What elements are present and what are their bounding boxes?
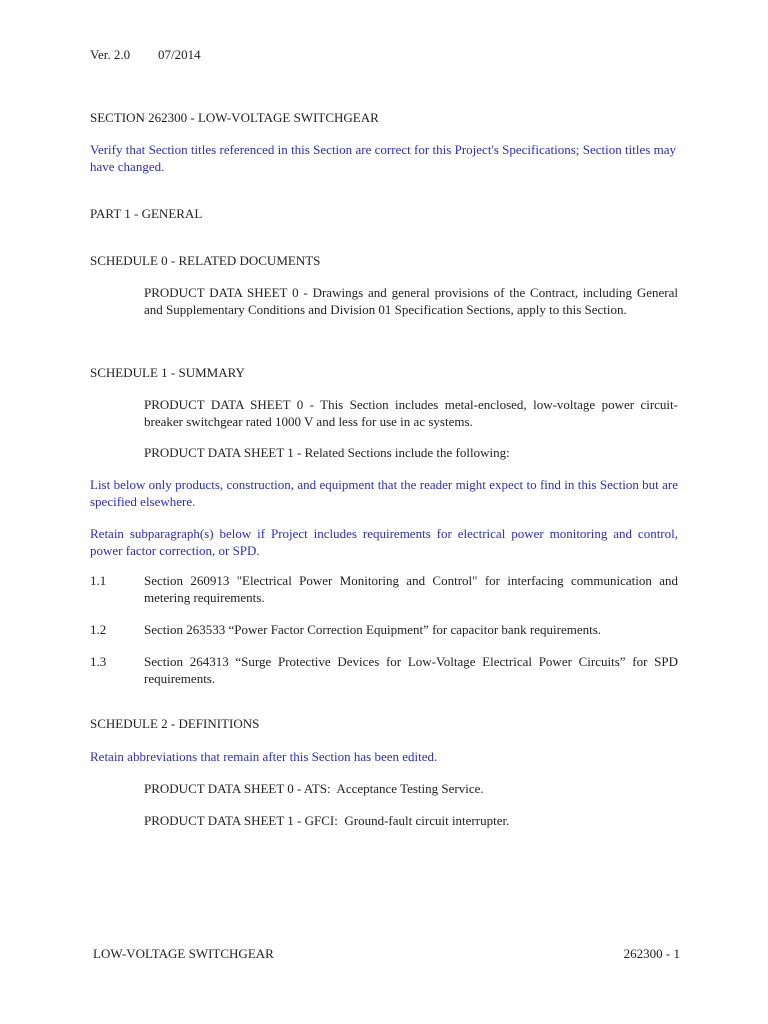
- list-item-text: Section 260913 "Electrical Power Monitoring and Control" for interfacing communication and metering requirements.: [144, 573, 678, 605]
- list-item-number: 1.1: [90, 573, 107, 588]
- schedule-0-paragraph-0: PRODUCT DATA SHEET 0 - Drawings and general provisions of the Contract, including General and Supplementary Conditions and Division 01 Specification Sections, apply to this Section.: [144, 285, 678, 317]
- schedule-2-paragraph-0: PRODUCT DATA SHEET 0 - ATS: Acceptance Testing Service.: [144, 781, 484, 796]
- editor-note-list-below: List below only products, construction, and equipment that the reader might expect to find in this Section but are specified elsewhere.: [90, 477, 678, 509]
- schedule-1-paragraph-1: PRODUCT DATA SHEET 1 - Related Sections include the following:: [144, 445, 510, 460]
- list-item-number: 1.3: [90, 654, 107, 669]
- schedule-0-heading: SCHEDULE 0 - RELATED DOCUMENTS: [90, 253, 321, 268]
- schedule-1-heading: SCHEDULE 1 - SUMMARY: [90, 365, 245, 380]
- version-label: Ver. 2.0: [90, 47, 131, 62]
- list-item: [0, 621, 768, 641]
- editor-note-retain-abbreviations: Retain abbreviations that remain after this Section has been edited.: [90, 749, 438, 764]
- list-item: [0, 653, 768, 693]
- schedule-2-paragraph-1: PRODUCT DATA SHEET 1 - GFCI: Ground-fault circuit interrupter.: [144, 813, 510, 828]
- schedule-1-paragraph-0: PRODUCT DATA SHEET 0 - This Section includes metal-enclosed, low-voltage power circuit-breaker switchgear rated 1000 V and less for use in ac systems.: [144, 397, 678, 429]
- footer-title: LOW-VOLTAGE SWITCHGEAR: [93, 946, 274, 961]
- schedule-2-heading: SCHEDULE 2 - DEFINITIONS: [90, 716, 260, 731]
- list-item-number: 1.2: [90, 622, 107, 637]
- list-item-text: Section 263533 “Power Factor Correction Equipment” for capacitor bank requirements.: [144, 622, 602, 637]
- editor-note-retain-subparagraph: Retain subparagraph(s) below if Project includes requirements for electrical power monitoring and control, power factor correction, or SPD.: [90, 526, 678, 558]
- list-item-text: Section 264313 “Surge Protective Devices for Low-Voltage Electrical Power Circuits” for SPD requirements.: [144, 654, 678, 686]
- part-heading: PART 1 - GENERAL: [90, 206, 203, 221]
- section-title: SECTION 262300 - LOW-VOLTAGE SWITCHGEAR: [90, 110, 379, 125]
- editor-note-verify: Verify that Section titles referenced in this Section are correct for this Project's Specifications; Section titles may have changed.: [90, 142, 676, 174]
- list-item: [0, 572, 768, 612]
- footer-page-number: 262300 - 1: [623, 946, 680, 961]
- version-date: 07/2014: [158, 47, 201, 62]
